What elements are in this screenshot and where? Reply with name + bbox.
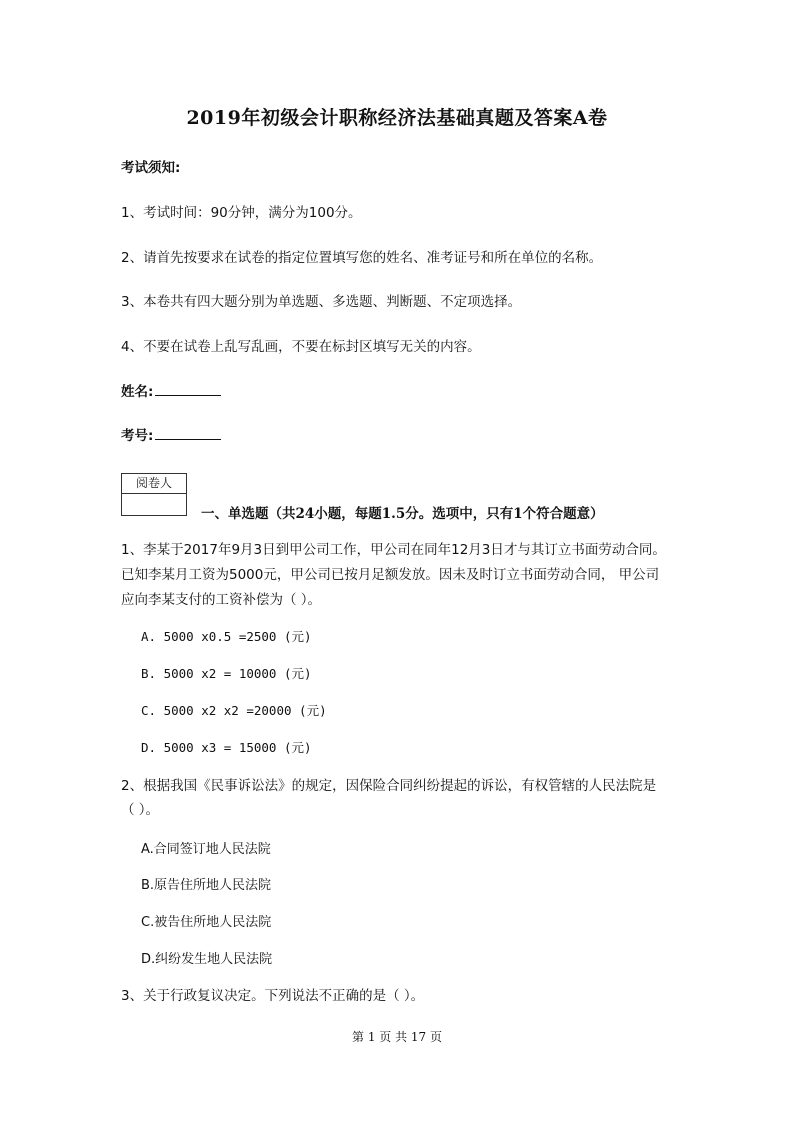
grader-label: 阅卷人 [122,474,186,494]
question-1-line-1: 1、李某于2017年9月3日到甲公司工作，甲公司在同年12月3日才与其订立书面劳动合同。 [121,542,666,558]
notice-heading: 考试须知: [121,160,181,176]
question-3-line-1: 3、关于行政复议决定。下列说法不正确的是（ ）。 [121,988,425,1004]
question-2-option-d[interactable]: D.纠纷发生地人民法院 [141,952,273,967]
document-title: 2019年初级会计职称经济法基础真题及答案A卷 [186,107,608,129]
id-field [121,425,221,446]
question-2-line-2: （ ）。 [121,802,160,818]
notice-item-4: 4、不要在试卷上乱写乱画，不要在标封区填写无关的内容。 [121,339,481,355]
question-2-option-b[interactable]: B.原告住所地人民法院 [141,878,272,893]
id-label: 考号: [121,428,154,444]
section-1-heading: 一、单选题（共24小题，每题1.5分。选项中，只有1个符合题意） [201,506,604,522]
notice-item-1: 1、考试时间：90分钟，满分为100分。 [121,205,362,221]
question-1-line-3: 应向李某支付的工资补偿为（ ）。 [121,592,322,608]
id-blank-line[interactable] [155,425,221,440]
question-1-option-b[interactable]: B. 5000 x2 = 10000 (元) [141,666,312,681]
question-2-option-a[interactable]: A.合同签订地人民法院 [141,842,271,857]
question-1-option-c[interactable]: C. 5000 x2 x2 =20000 (元) [141,703,327,718]
name-blank-line[interactable] [155,381,221,396]
notice-item-3: 3、本卷共有四大题分别为单选题、多选题、判断题、不定项选择。 [121,294,522,310]
question-1-option-a[interactable]: A. 5000 x0.5 =2500 (元) [141,629,312,644]
grader-box [121,473,187,516]
notice-item-2: 2、请首先按要求在试卷的指定位置填写您的姓名、准考证号和所在单位的名称。 [121,250,603,266]
page-footer: 第 1 页 共 17 页 [352,1030,442,1044]
question-1-line-2: 已知李某月工资为5000元，甲公司已按月足额发放。因未及时订立书面劳动合同， 甲公司 [121,567,660,583]
question-2-option-c[interactable]: C.被告住所地人民法院 [141,915,272,930]
name-label: 姓名: [121,384,154,400]
question-1-option-d[interactable]: D. 5000 x3 = 15000 (元) [141,740,312,755]
question-2-line-1: 2、根据我国《民事诉讼法》的规定，因保险合同纠纷提起的诉讼，有权管辖的人民法院是 [121,778,657,794]
name-field [121,381,221,402]
